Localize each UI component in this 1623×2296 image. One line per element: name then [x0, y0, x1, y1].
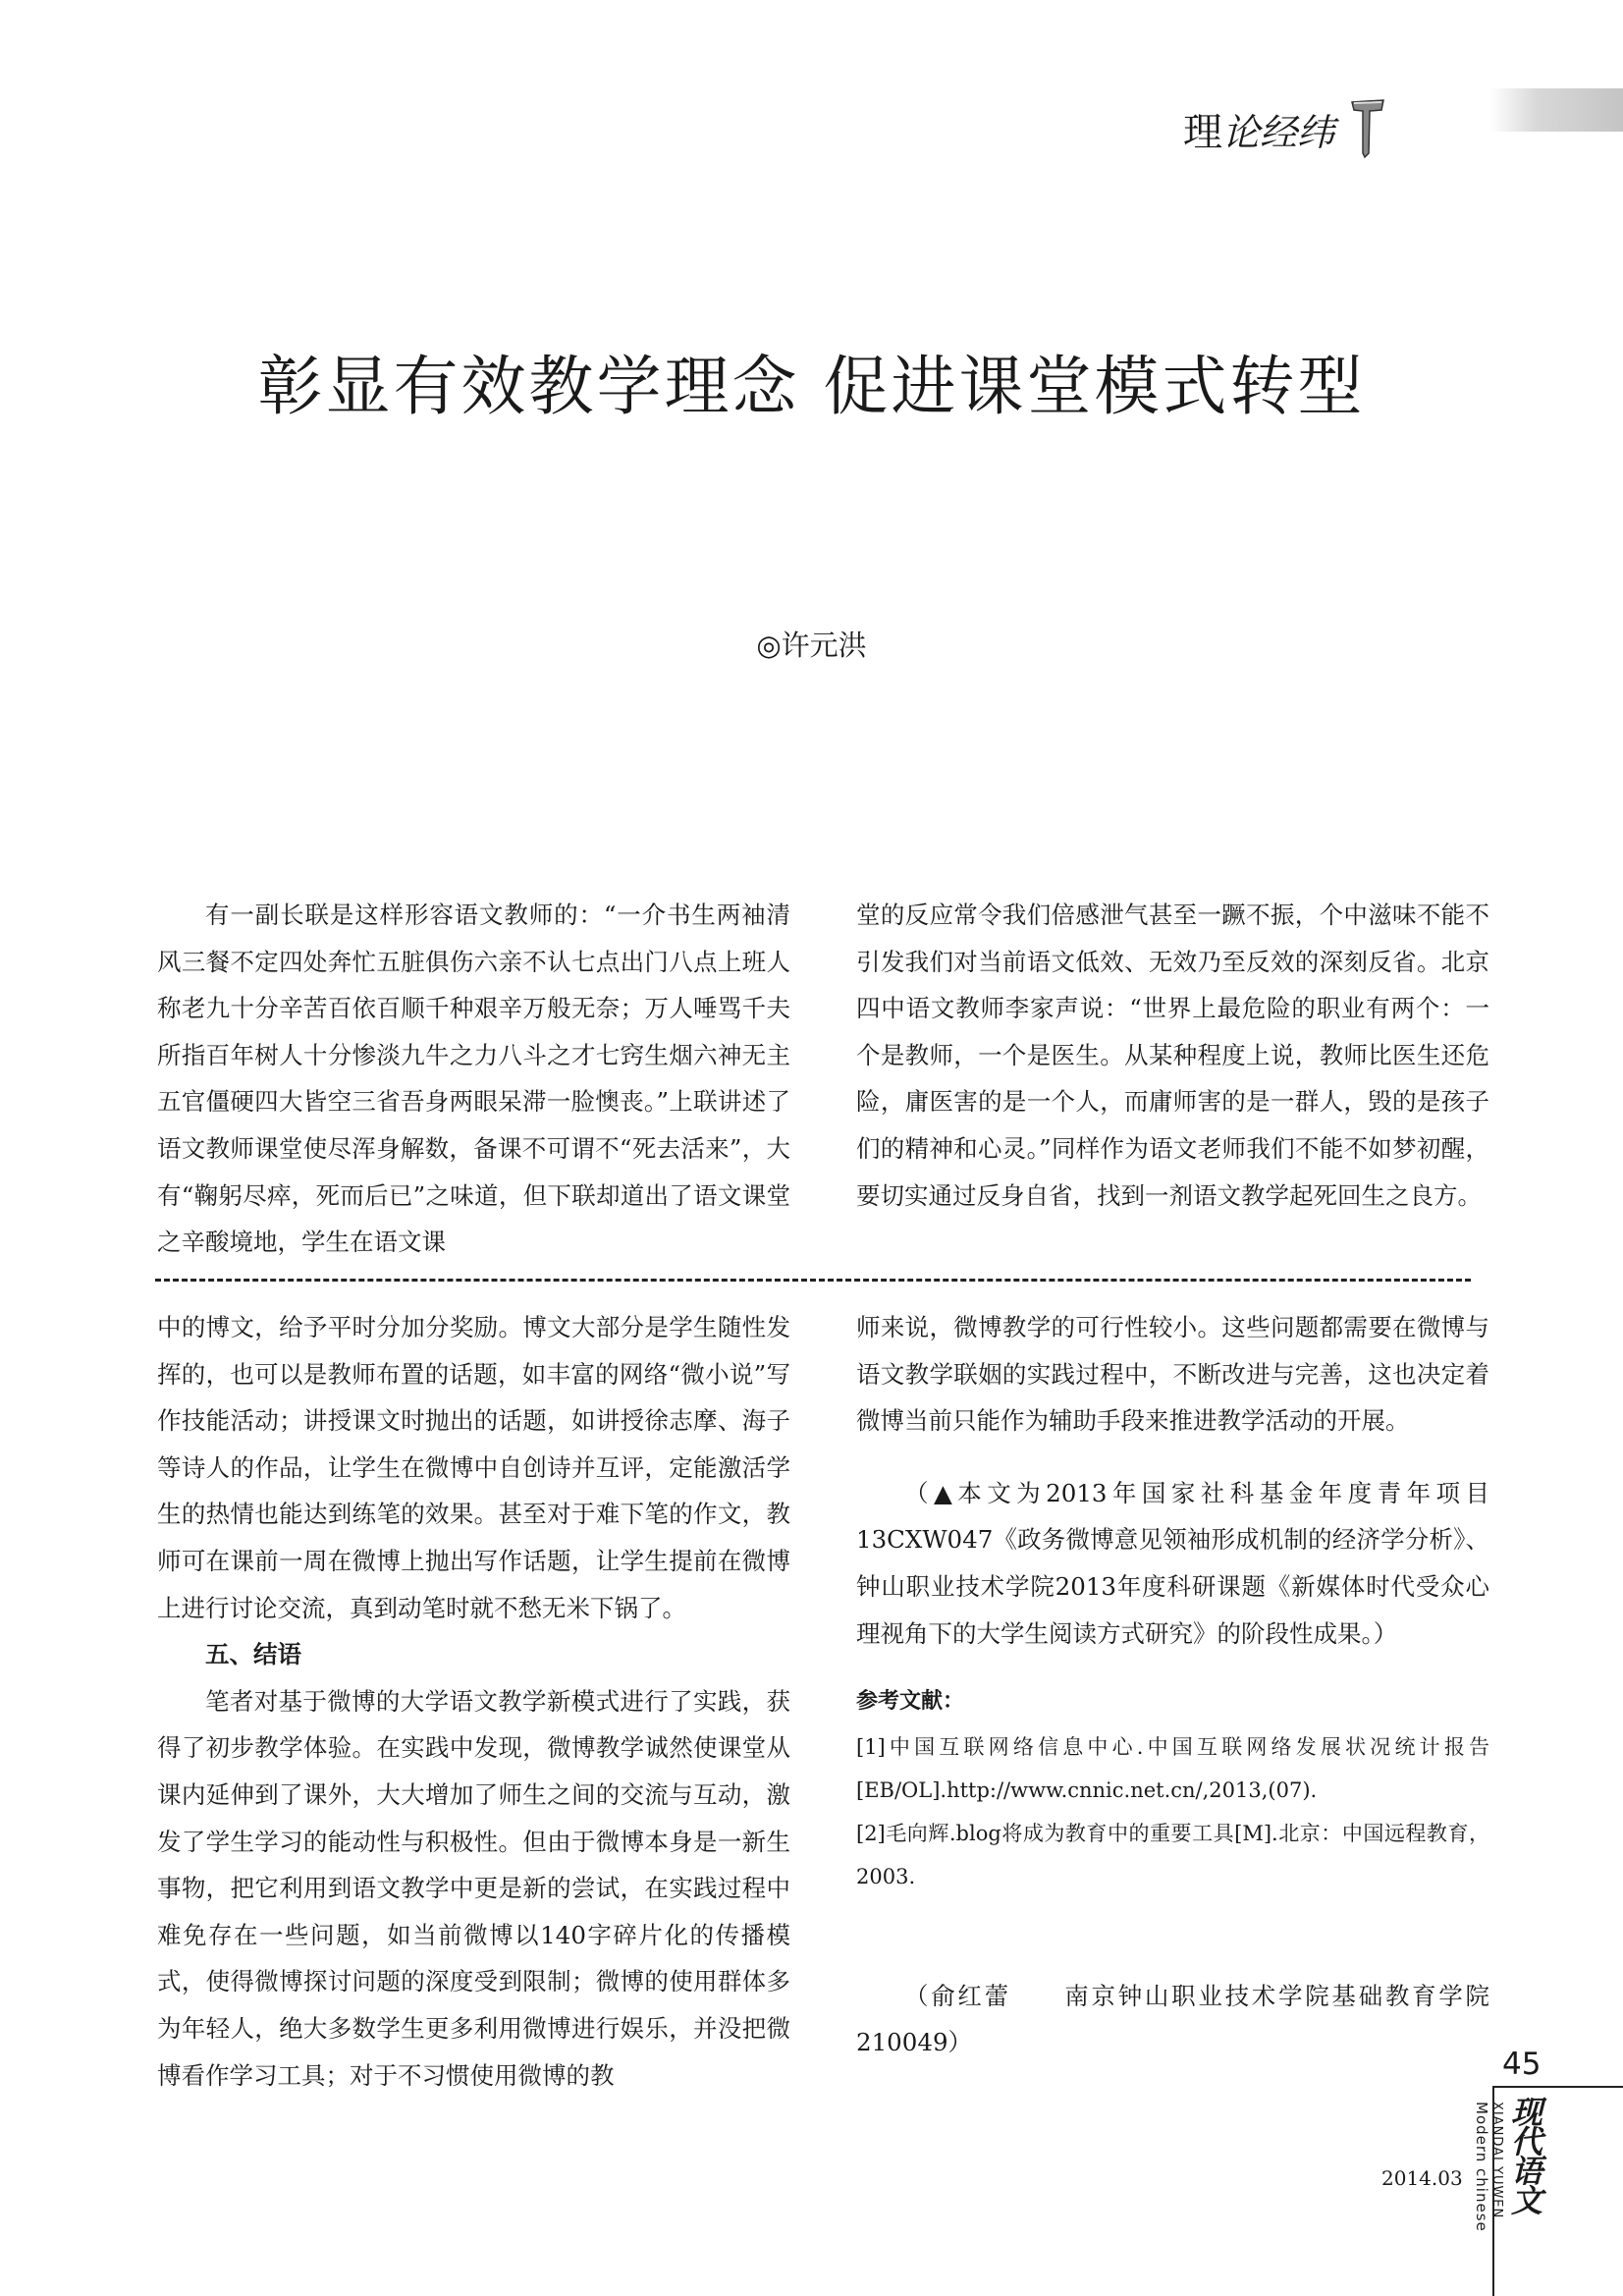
- article-author: ◎许元洪: [756, 629, 867, 662]
- editor-signature: （俞红蕾 南京钟山职业技术学院基础教育学院210049）: [856, 1981, 1489, 2057]
- article-title: 彰显有效教学理念 促进课堂模式转型: [257, 349, 1366, 424]
- lower-right-column: [856, 1304, 1489, 2066]
- reference-item: [2]毛向辉.blog将成为教育中的重要工具[M].北京：中国远程教育，2003.: [856, 1821, 1489, 1888]
- footer-rule: [1493, 2086, 1623, 2088]
- header-gradient-bar: [1490, 88, 1623, 132]
- body-paragraph: 师来说，微博教学的可行性较小。这些问题都需要在微博与语文教学联姻的实践过程中，不断改进与完善，这也决定着微博当前只能作为辅助手段来推进教学活动的开展。: [856, 1313, 1489, 1436]
- body-paragraph: 有一副长联是这样形容语文教师的：“一介书生两袖清风三餐不定四处奔忙五脏俱伤六亲不认七点出门八点上班人称老九十分辛苦百依百顺千种艰辛万般无奈；万人唾骂千夫所指百年树人十分惨淡九牛之力八斗之才七窍生烟六神无主五官僵硬四大皆空三省吾身两眼呆滞一脸懊丧。”上联讲述了语文教师课堂使尽浑身解数，备课不可谓不“死去活来”，大有“鞠躬尽瘁，死而后已”之味道，但下联却道出了语文课堂之辛酸境地，学生在语文课: [157, 901, 790, 1257]
- reference-item: [1]中国互联网络信息中心.中国互联网络发展状况统计报告[EB/OL].http://www.cnnic.net.cn/,2013,(07).: [856, 1734, 1489, 1802]
- upper-left-column: [157, 892, 790, 1266]
- section-heading: 五、结语: [205, 1640, 301, 1669]
- funding-note: （▲本文为2013年国家社科基金年度青年项目13CXW047《政务微博意见领袖形成机制的经济学分析》、钟山职业技术学院2013年度科研课题《新媒体时代受众心理视角下的大学生阅读方式研究》的阶段性成果。）: [856, 1478, 1489, 1648]
- nail-icon: [1348, 98, 1387, 159]
- journal-pinyin-name: XIANDAI YUWEN: [1489, 2102, 1504, 2219]
- journal-logo: 现代语文: [1506, 2096, 1543, 2214]
- body-paragraph: 堂的反应常令我们倍感泄气甚至一蹶不振，个中滋味不能不引发我们对当前语文低效、无效乃至反效的深刻反省。北京四中语文教师李家声说：“世界上最危险的职业有两个：一个是教师，一个是医生。从某种程度上说，教师比医生还危险，庸医害的是一个人，而庸师害的是一群人，毁的是孩子们的精神和心灵。”同样作为语文老师我们不能不如梦初醒，要切实通过反身自省，找到一剂语文教学起死回生之良方。: [856, 901, 1489, 1210]
- page-number: 45: [1502, 2047, 1542, 2082]
- journal-english-name: Modern chinese: [1473, 2102, 1490, 2232]
- references-title: 参考文献：: [856, 1688, 965, 1715]
- body-paragraph: 笔者对基于微博的大学语文教学新模式进行了实践，获得了初步教学体验。在实践中发现，微博教学诚然使课堂从课内延伸到了课外，大大增加了师生之间的交流与互动，激发了学生学习的能动性与积极性。但由于微博本身是一新生事物，把它利用到语文教学中更是新的尝试，在实践过程中难免存在一些问题，如当前微博以140字碎片化的传播模式，使得微博探讨问题的深度受到限制；微博的使用群体多为年轻人，绝大多数学生更多利用微博进行娱乐，并没把微博看作学习工具；对于不习惯使用微博的教: [157, 1686, 790, 2090]
- lower-left-column: [157, 1304, 790, 2099]
- issue-date: 2014.03: [1381, 2166, 1463, 2190]
- section-header: [1183, 98, 1387, 159]
- section-header-rest: 论经纬: [1222, 110, 1335, 154]
- body-paragraph: 中的博文，给予平时分加分奖励。博文大部分是学生随性发挥的，也可以是教师布置的话题，如丰富的网络“微小说”写作技能活动；讲授课文时抛出的话题，如讲授徐志摩、海子等诗人的作品，让学生在微博中自创诗并互评，定能激活学生的热情也能达到练笔的效果。甚至对于难下笔的作文，教师可在课前一周在微博上抛出写作话题，让学生提前在微博上进行讨论交流，真到动笔时就不愁无米下锅了。: [157, 1313, 790, 1622]
- section-header-char: 理: [1183, 109, 1222, 155]
- upper-right-column: [856, 892, 1489, 1219]
- section-divider: [155, 1279, 1471, 1282]
